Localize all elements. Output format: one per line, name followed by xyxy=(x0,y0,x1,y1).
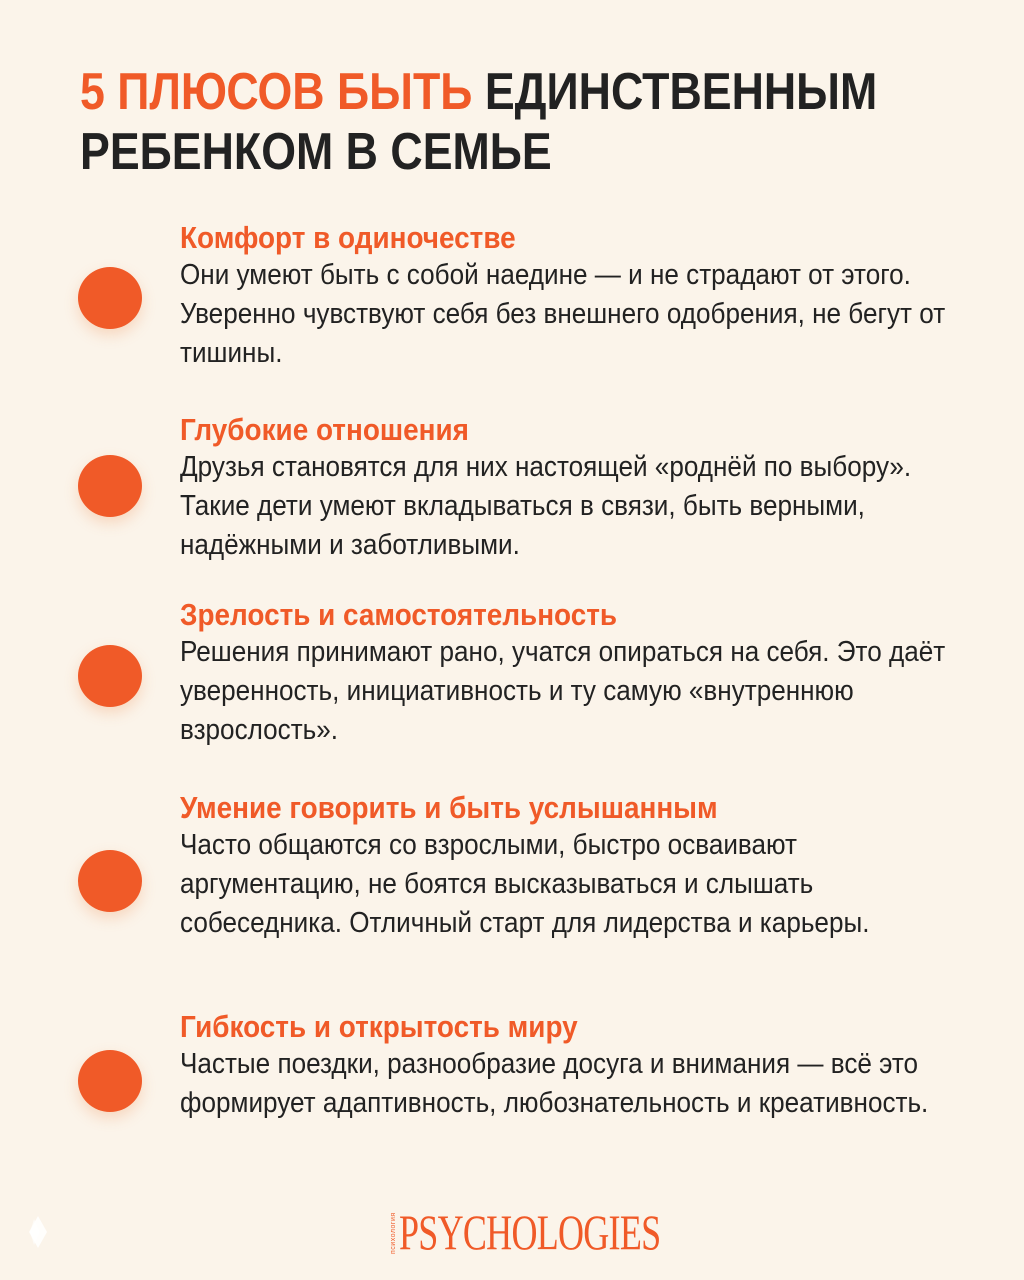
benefit-text: Друзья становятся для них настоящей «роднёй по выбору». Такие дети умеют вкладываться в связи, быть верными, надёжными и заботливыми. xyxy=(180,451,912,561)
benefit-text: Решения принимают рано, учатся опираться на себя. Это даёт уверенность, инициативность и ту самую «внутреннюю взрослость». xyxy=(180,636,946,746)
benefit-heading: Зрелость и самостоятельность xyxy=(180,597,618,632)
title-line1-rest: ЕДИНСТВЕННЫМ xyxy=(484,63,878,121)
bullet-circle-icon xyxy=(78,1050,142,1112)
bullet-circle-icon xyxy=(78,267,142,329)
diamond-watermark-icon xyxy=(28,1215,48,1249)
benefit-text: Частые поездки, разнообразие досуга и внимания — всё это формирует адаптивность, любознательность и креативность. xyxy=(180,1048,929,1119)
logo-subtitle: психология xyxy=(390,1212,397,1254)
benefit-heading: Умение говорить и быть услышанным xyxy=(180,790,718,825)
benefit-text: Часто общаются со взрослыми, быстро осваивают аргументацию, не боятся высказываться и слышать собеседника. Отличный старт для лидерства и карьеры. xyxy=(180,829,870,939)
title-line2: РЕБЕНКОМ В СЕМЬЕ xyxy=(80,123,552,181)
bullet-circle-icon xyxy=(78,850,142,912)
bullet-circle-icon xyxy=(78,645,142,707)
title-accent: 5 ПЛЮСОВ БЫТЬ xyxy=(80,63,473,121)
benefit-heading: Гибкость и открытость миру xyxy=(180,1009,578,1044)
benefit-heading: Комфорт в одиночестве xyxy=(180,220,516,255)
benefit-heading: Глубокие отношения xyxy=(180,412,469,447)
page-title xyxy=(80,62,983,182)
bullet-circle-icon xyxy=(78,455,142,517)
logo-wordmark: PSYCHOLOGIES xyxy=(399,1204,661,1260)
brand-logo xyxy=(390,1204,762,1260)
benefit-text: Они умеют быть с собой наедине — и не страдают от этого. Уверенно чувствуют себя без внешнего одобрения, не бегут от тишины. xyxy=(180,259,946,369)
